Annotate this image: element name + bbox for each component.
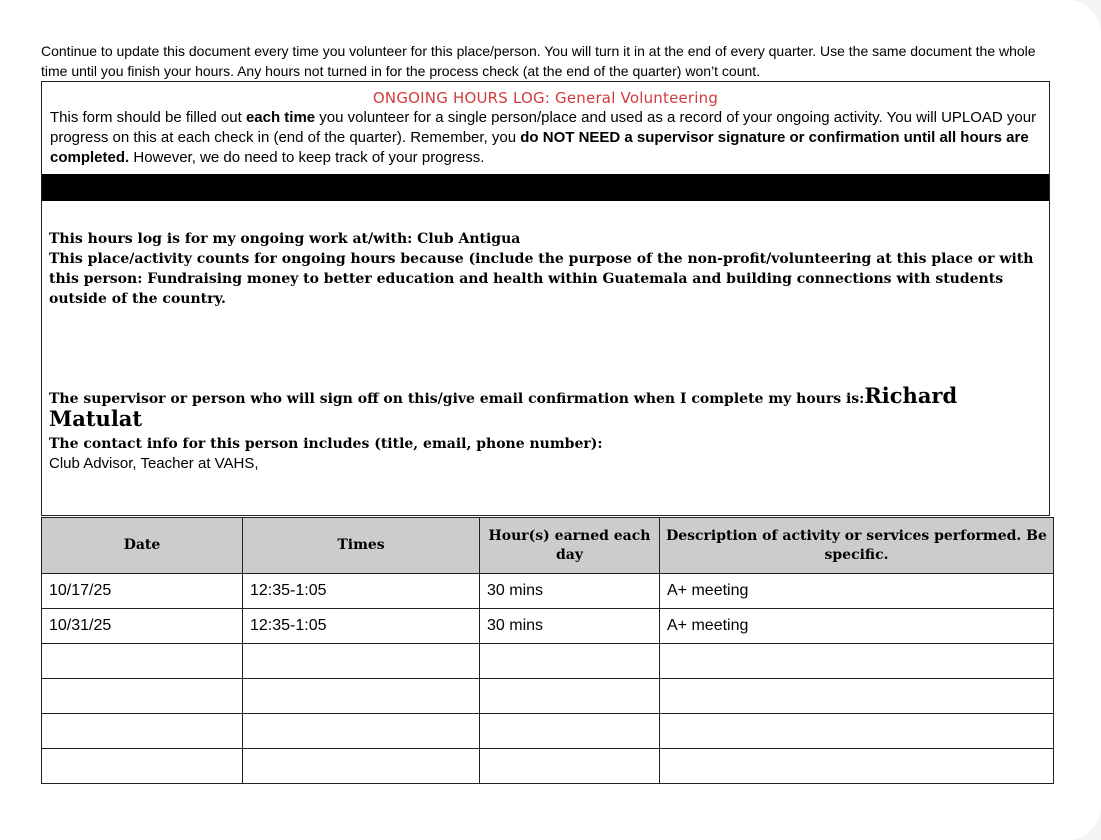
form-desc-bold-1: each time [245, 109, 316, 126]
contact-value: Club Advisor, Teacher at VAHS, [49, 455, 259, 472]
reason-line: This place/activity counts for ongoing hours because (include the purpose of the non-profit/volunteering at this place or with this person: Fundraising money to better education and health within Guatemala and building connections with students outside of the country. [49, 251, 1034, 307]
section-divider-bar [42, 174, 1049, 201]
cell-date[interactable] [42, 749, 243, 784]
table-row [42, 609, 1054, 644]
form-desc-part-3: However, we do need to keep track of your progress. [129, 149, 485, 166]
hours-log-table [41, 517, 1054, 784]
table-row [42, 749, 1054, 784]
cell-date[interactable] [42, 679, 243, 714]
cell-hours[interactable]: 30 mins [480, 574, 660, 609]
cell-description[interactable] [660, 644, 1054, 679]
intro-instructions: Continue to update this document every time you volunteer for this place/person. You will turn it in at the end of every quarter. Use the same document the whole time until you finish your hours. Any hours not turned in for the process check (at the end of the quarter) won’t count. [41, 43, 1036, 79]
form-desc-part-1: This form should be filled out [50, 109, 246, 126]
cell-description[interactable] [660, 749, 1054, 784]
cell-times[interactable] [243, 714, 480, 749]
cell-description[interactable]: A+ meeting [660, 574, 1054, 609]
table-row [42, 679, 1054, 714]
table-header-row [42, 518, 1054, 574]
supervisor-name: Richard Matulat [49, 383, 958, 431]
cell-times[interactable]: 12:35-1:05 [243, 609, 480, 644]
cell-hours[interactable] [480, 679, 660, 714]
contact-info [49, 434, 1042, 474]
supervisor-label: The supervisor or person who will sign off on this/give email confirmation when I complete my hours is: [49, 391, 865, 407]
cell-date[interactable] [42, 644, 243, 679]
cell-times[interactable] [243, 749, 480, 784]
table-row [42, 644, 1054, 679]
header-description: Description of activity or services performed. Be specific. [660, 518, 1054, 574]
cell-date[interactable]: 10/31/25 [42, 609, 243, 644]
work-line: This hours log is for my ongoing work at/with: Club Antigua [49, 231, 521, 247]
hours-log-form [41, 81, 1050, 516]
form-title: ONGOING HOURS LOG: General Volunteering [372, 89, 719, 107]
header-date: Date [42, 518, 243, 574]
cell-times[interactable] [243, 679, 480, 714]
cell-hours[interactable] [480, 644, 660, 679]
form-description [50, 108, 1041, 168]
cell-date[interactable]: 10/17/25 [42, 574, 243, 609]
cell-hours[interactable] [480, 749, 660, 784]
form-desc-part-2: you volunteer for a single person/place and used as a record of your ongoing activity. You will UPLOAD your progress on this at each check in (end of the quarter). Remember, you [50, 109, 1037, 146]
form-desc-bold-2: do NOT NEED a supervisor signature or confirmation until all hours are completed. [50, 129, 1029, 166]
table-row [42, 714, 1054, 749]
contact-label: The contact info for this person includes (title, email, phone number): [49, 436, 603, 452]
cell-date[interactable] [42, 714, 243, 749]
header-times: Times [243, 518, 480, 574]
cell-description[interactable] [660, 679, 1054, 714]
cell-hours[interactable] [480, 714, 660, 749]
table-row [42, 574, 1054, 609]
supervisor-info [49, 383, 1042, 432]
work-info [49, 229, 1042, 309]
cell-times[interactable] [243, 644, 480, 679]
cell-hours[interactable]: 30 mins [480, 609, 660, 644]
header-hours: Hour(s) earned each day [480, 518, 660, 574]
cell-times[interactable]: 12:35-1:05 [243, 574, 480, 609]
cell-description[interactable]: A+ meeting [660, 609, 1054, 644]
cell-description[interactable] [660, 714, 1054, 749]
